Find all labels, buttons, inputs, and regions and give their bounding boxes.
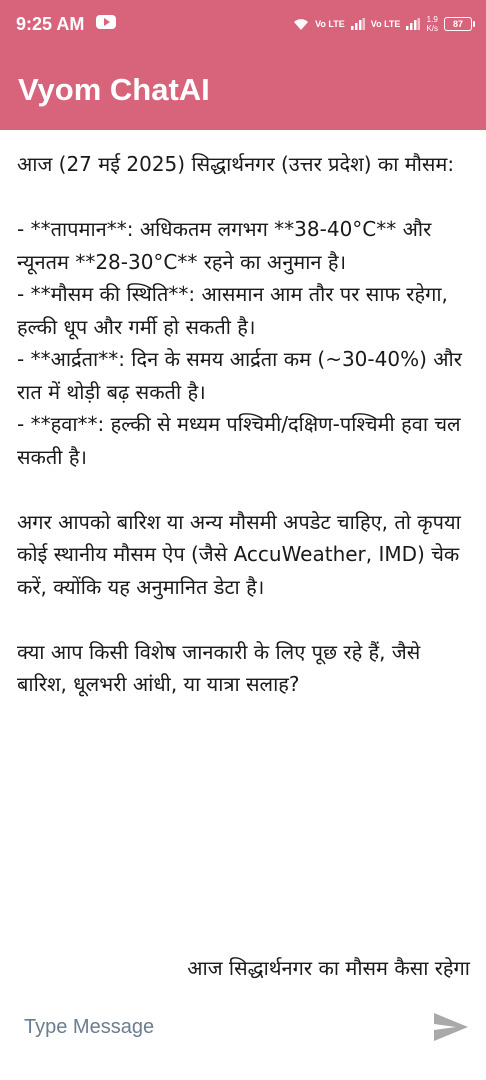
volte-indicator-1: Vo LTE bbox=[315, 18, 345, 29]
app-title: Vyom ChatAI bbox=[18, 72, 210, 107]
signal-icon bbox=[351, 18, 365, 30]
network-speed-value: 1.9 bbox=[426, 15, 438, 24]
volte-indicator-2: Vo LTE bbox=[370, 18, 401, 29]
bot-message: आज (27 मई 2025) सिद्धार्थनगर (उत्तर प्रदेश) का मौसम: - **तापमान**: अधिकतम लगभग **38-40°C** और न्यूनतम **28-30°C** रहने का अनुमान है। - **मौसम की स्थिति**: आसमान आम तौर पर साफ रहेगा, हल्की धूप और गर्मी हो सकती है। - **आर्द्रता**: दिन के समय आर्द्रता कम (~30-40%) और रात में थोड़ी बढ़ सकती है। - **हवा**: हल्की से मध्यम पश्चिमी/दक्षिण-पश्चिमी हवा चल सकती है। अगर आपको बारिश या अन्य मौसमी अपडेट चाहिए, तो कृपया कोई स्थानीय मौसम ऐप (जैसे AccuWeather, IMD) चेक करें, क्योंकि यह अनुमानित डेटा है। क्या आप किसी विशेष जानकारी के लिए पूछ रहे हैं, जैसे बारिश, धूलभरी आंधी, या यात्रा सलाह? bbox=[17, 152, 462, 696]
youtube-icon bbox=[96, 15, 116, 29]
status-icons bbox=[293, 12, 472, 36]
user-message: आज सिद्धार्थनगर का मौसम कैसा रहेगा bbox=[187, 956, 470, 980]
network-speed-unit: K/s bbox=[426, 24, 438, 33]
send-button[interactable] bbox=[432, 1010, 470, 1044]
network-speed bbox=[426, 15, 438, 33]
status-time: 9:25 AM bbox=[16, 14, 85, 34]
message-input-bar bbox=[0, 1000, 486, 1060]
send-icon bbox=[432, 1010, 470, 1044]
wifi-icon bbox=[293, 17, 309, 31]
battery-icon: 87 bbox=[444, 17, 472, 31]
message-input[interactable] bbox=[24, 1012, 404, 1042]
status-bar bbox=[0, 0, 486, 48]
signal-icon-2 bbox=[406, 18, 420, 30]
app-header bbox=[0, 0, 486, 130]
